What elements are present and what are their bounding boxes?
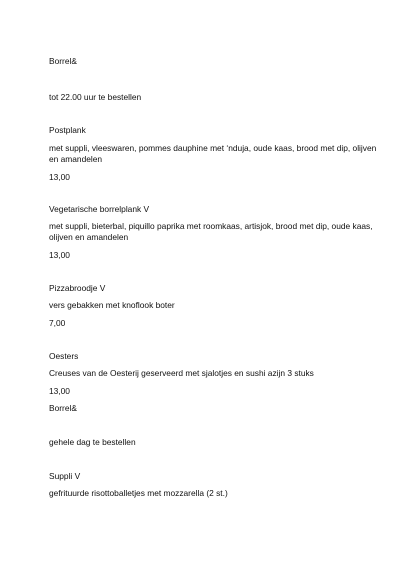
menu-item-price-pizzabroodje: 7,00: [49, 318, 66, 328]
section-heading-borrel: Borrel&: [49, 56, 77, 66]
menu-item-description-postplank: met suppli, vleeswaren, pommes dauphine met ‘nduja, oude kaas, brood met dip, olijven en amandelen: [49, 143, 377, 164]
menu-item-description-oesters: Creuses van de Oesterij geserveerd met sjalotjes en sushi azijn 3 stuks: [49, 368, 314, 378]
menu-item-description-suppli: gefrituurde risottoballetjes met mozzarella (2 st.): [49, 488, 228, 498]
menu-item-price-oesters: 13,00: [49, 386, 70, 396]
section-heading-borrel-2: Borrel&: [49, 403, 77, 413]
menu-item-description-pizzabroodje: vers gebakken met knoflook boter: [49, 300, 175, 310]
menu-item-name-suppli: Suppli V: [49, 471, 81, 481]
menu-item-name-postplank: Postplank: [49, 125, 86, 135]
section-note-order-time: tot 22.00 uur te bestellen: [49, 92, 142, 102]
menu-item-name-pizzabroodje: Pizzabroodje V: [49, 283, 106, 293]
menu-item-name-oesters: Oesters: [49, 351, 79, 361]
menu-item-name-vegetarische-borrelplank: Vegetarische borrelplank V: [49, 204, 150, 214]
menu-item-price-postplank: 13,00: [49, 172, 70, 182]
section-note-all-day: gehele dag te bestellen: [49, 437, 136, 447]
menu-item-description-vegetarische-borrelplank: met suppli, bieterbal, piquillo paprika met roomkaas, artisjok, brood met dip, oude kaas, olijven en amandelen: [49, 221, 373, 242]
menu-item-price-vegetarische-borrelplank: 13,00: [49, 250, 70, 260]
